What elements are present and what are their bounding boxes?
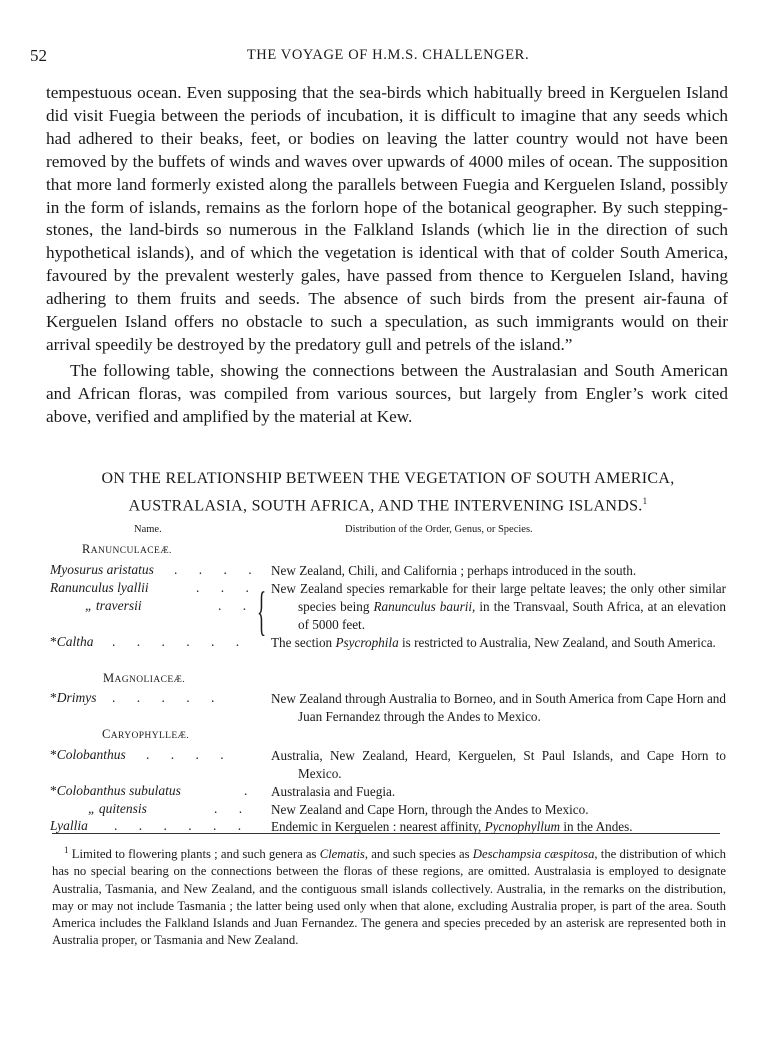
table-title [30,467,746,517]
page-header [30,46,746,66]
taxon-name: * Colobanthus [50,747,126,763]
footnote-ref: 1 [642,496,648,506]
taxon-name: * Caltha [50,634,94,650]
leader-dots: . . . [196,580,258,595]
distribution-text: Endemic in Kerguelen : nearest affinity, Pycnophyllum in the Andes. [271,819,633,834]
distribution-text: New Zealand through Australia to Borneo, and in South America from Cape Horn and Juan Fernandez through the Andes to Mexico. [271,691,726,724]
group-heading: CARYOPHYLLEÆ. [102,727,190,741]
taxon-name: Myosurus aristatus [50,562,154,577]
group-heading: RANUNCULACEÆ. [82,542,172,556]
leader-dots: . . . . [146,747,233,762]
body-text [46,82,728,429]
leader-dots: . . [214,801,252,816]
column-header-distribution: Distribution of the Order, Genus, or Species. [345,524,533,535]
running-title: THE VOYAGE OF H.M.S. CHALLENGER. [246,47,530,63]
paragraph: The following table, showing the connections between the Australasian and South American and African floras, was compiled from various sources, but largely from Engler’s work cited above, verified and amplified by the material at Kew. [46,360,728,426]
footnote-rule [52,833,720,834]
taxon-name: Lyallia [50,818,88,833]
taxon-name: Ranunculus lyallii [50,580,149,595]
taxon-name: * Drimys [50,690,97,706]
leader-dots: . . . . . . [114,818,251,833]
distribution-text: New Zealand, Chili, and California ; perhaps introduced in the south. [271,563,637,578]
leader-dots: . . [218,598,256,613]
taxon-name: „ traversii [85,598,142,613]
distribution-text: New Zealand species remarkable for their large peltate leaves; the only other similar species being Ranunculus baurii, in the Transvaal, South Africa, at an elevation of 5000 feet. [271,581,726,632]
table-title-line: AUSTRALASIA, SOUTH AFRICA, AND THE INTERVENING ISLANDS. [128,497,643,515]
leader-dots: . . . . [174,562,261,577]
taxon-name: * Colobanthus subulatus [50,783,181,799]
distribution-text: Australasia and Fuegia. [271,784,396,799]
brace: { [257,581,267,641]
paragraph: tempestuous ocean. Even supposing that the sea-birds which habitually breed in Kerguelen Island did visit Fuegia between the periods of incubation, it is difficult to imagine that any seeds which had adhered to their beaks, feet, or bodies on leaving the latter country would not have been removed by the buffets of winds and waves over upwards of 4000 miles of ocean. The supposition that more land formerly existed along the parallels between Fuegia and Kerguelen Island, possibly in the form of islands, remains as the forlorn hope of the botanical geographer. By such stepping-stones, the land-birds so numerous in the Falkland Islands (which lie in the direction of such hypothetical islands), and of which the vegetation is identical with that of colder South America, favoured by the prevalent westerly gales, have passed from thence to Kerguelen Island, having adhering to them fruits and seeds. The absence of such birds from the present air-fauna of Kerguelen Island offers no obstacle to such a speculation, as such immigrants would on their arrival speedily be destroyed by the predatory gull and petrels of the island.” [46,83,728,354]
leader-dots: . . . . . . [112,634,249,649]
table-title-line: ON THE RELATIONSHIP BETWEEN THE VEGETATION OF SOUTH AMERICA, [101,470,675,487]
footnote: $^1$ Limited to flowering plants ; and such genera as Clematis, and such species as Deschampsia cæspitosa, the distribution of which has no special bearing on the connections between the floras of these regions, are omitted. Australasia is employed to designate Australia, Tasmania, and New Zealand, and the contiguous small islands collectively. Australia, in the remarks on the distribution, may or may not include Tasmania ; the latter being used only when that alone, excluding Australia proper, is part of the area. South America includes the Falkland Islands and Juan Fernandez. The genera and species preceded by an asterisk are represented both in Australia proper, or Tasmania and New Zealand. [52,845,726,948]
column-header-name: Name. [134,524,162,535]
leader-dots: . [244,783,257,798]
taxon-name: „ quitensis [88,801,147,816]
page-number: 52 [30,46,47,65]
leader-dots: . . . . . [112,690,224,705]
distribution-text: Australia, New Zealand, Heard, Kerguelen, St Paul Islands, and Cape Horn to Mexico. [271,748,726,781]
distribution-text: New Zealand and Cape Horn, through the Andes to Mexico. [271,802,589,817]
distribution-text: The section Psycrophila is restricted to Australia, New Zealand, and South America. [271,635,716,650]
group-heading: MAGNOLIACEÆ. [103,671,186,685]
